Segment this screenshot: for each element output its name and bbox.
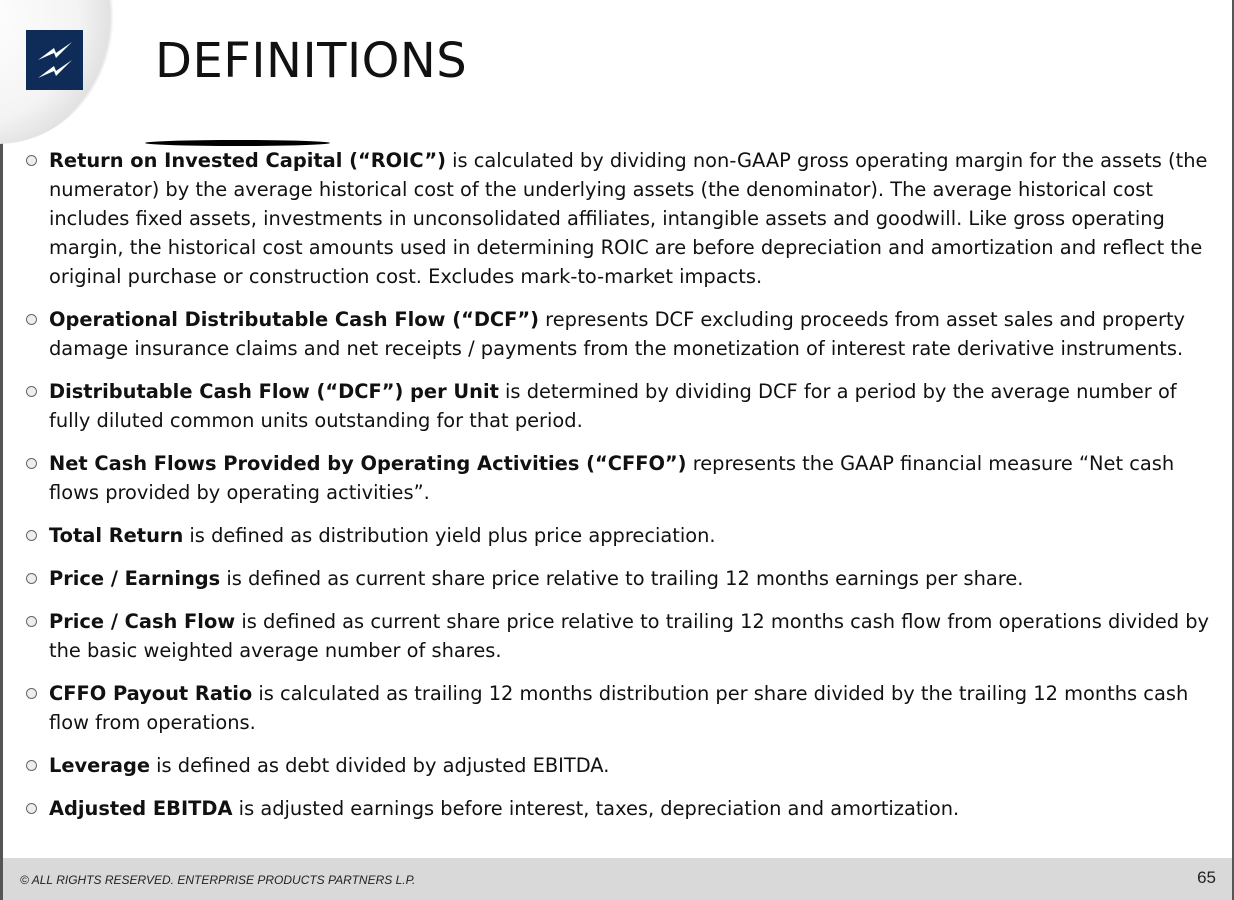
bullet-icon: [26, 458, 37, 469]
definition-item-dcf-per-unit: [24, 377, 1214, 435]
bullet-icon: [26, 573, 37, 584]
definition-text: is defined as debt divided by adjusted EBITDA.: [149, 754, 610, 777]
definition-text: is calculated by dividing non-GAAP gross operating margin for the assets (the numerator) by the average historical cost of the underlying assets (the denominator). The average historical cost includes fixed assets, investments in unconsolidated affiliates, intangible assets and goodwill. Like gross operating margin, the historical cost amounts used in determining ROIC are before depreciation and amortization and reflect the original purchase or construction cost. Excludes mark-to-market impacts.: [49, 149, 1208, 288]
definition-item-cffo-payout-ratio: [24, 679, 1214, 737]
definition-text: is defined as distribution yield plus price appreciation.: [183, 524, 716, 547]
definition-term: Leverage: [49, 754, 150, 777]
page-number: 65: [1197, 868, 1216, 887]
definition-text: represents the GAAP financial measure “Net cash flows provided by operating activities”.: [49, 452, 1175, 504]
definition-item-leverage: [24, 751, 1214, 780]
definition-term: Operational Distributable Cash Flow (“DCF”): [49, 308, 539, 331]
bullet-icon: [26, 803, 37, 814]
definitions-list: [24, 146, 1214, 837]
definition-term: Price / Cash Flow: [49, 610, 236, 633]
definition-item-cffo: [24, 449, 1214, 507]
bullet-icon: [26, 386, 37, 397]
definition-item-total-return: [24, 521, 1214, 550]
definition-text: is adjusted earnings before interest, taxes, depreciation and amortization.: [232, 797, 960, 820]
definition-item-operational-dcf: [24, 305, 1214, 363]
definition-text: is calculated as trailing 12 months distribution per share divided by the trailing 12 months cash flow from operations.: [49, 682, 1189, 734]
definition-item-price-earnings: [24, 564, 1214, 593]
copyright-notice: © ALL RIGHTS RESERVED. ENTERPRISE PRODUCTS PARTNERS L.P.: [20, 873, 416, 887]
definition-term: Net Cash Flows Provided by Operating Activities (“CFFO”): [49, 452, 687, 475]
definition-term: Adjusted EBITDA: [49, 797, 233, 820]
definition-text: is determined by dividing DCF for a period by the average number of fully diluted common units outstanding for that period.: [49, 380, 1177, 432]
definition-text: is defined as current share price relative to trailing 12 months earnings per share.: [220, 567, 1024, 590]
definition-term: Return on Invested Capital (“ROIC”): [49, 149, 446, 172]
definition-text: is defined as current share price relative to trailing 12 months cash flow from operations divided by the basic weighted average number of shares.: [49, 610, 1210, 662]
definition-term: Distributable Cash Flow (“DCF”) per Unit: [49, 380, 499, 403]
page-title: DEFINITIONS: [155, 33, 468, 89]
definition-text: represents DCF excluding proceeds from asset sales and property damage insurance claims and net receipts / payments from the monetization of interest rate derivative instruments.: [49, 308, 1186, 360]
bullet-icon: [26, 155, 37, 166]
definition-term: Total Return: [49, 524, 184, 547]
footer-bar: [3, 858, 1232, 900]
definition-item-adjusted-ebitda: [24, 794, 1214, 823]
bullet-icon: [26, 530, 37, 541]
definition-term: Price / Earnings: [49, 567, 221, 590]
definition-item-price-cash-flow: [24, 607, 1214, 665]
bullet-icon: [26, 760, 37, 771]
bullet-icon: [26, 616, 37, 627]
enterprise-logo-icon: [26, 30, 83, 90]
definition-item-roic: [24, 146, 1214, 291]
bullet-icon: [26, 314, 37, 325]
bullet-icon: [26, 688, 37, 699]
definition-term: CFFO Payout Ratio: [49, 682, 253, 705]
